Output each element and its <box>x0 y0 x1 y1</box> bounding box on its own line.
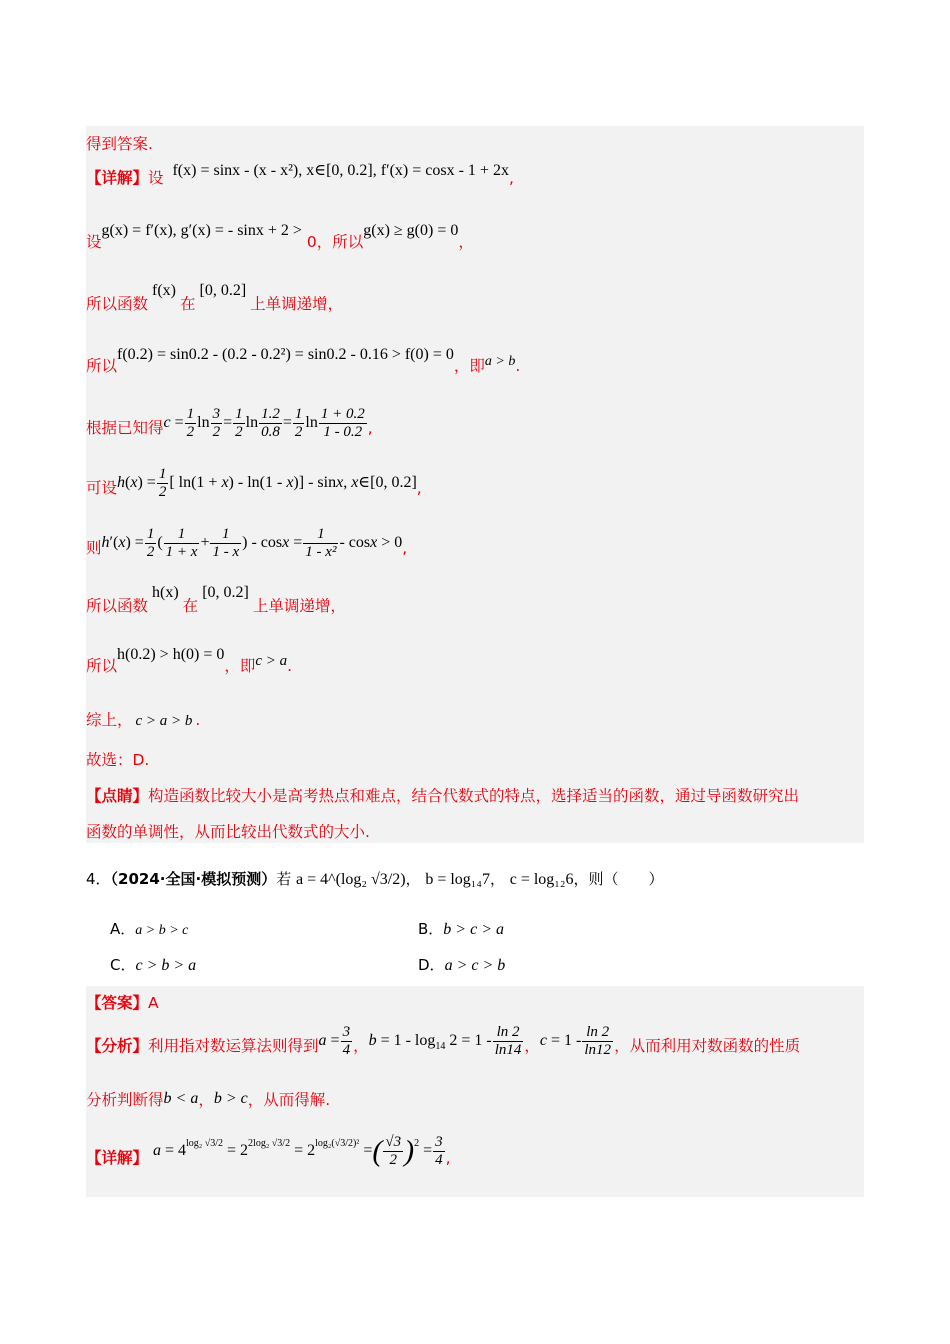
solution-line-3: 设g(x) = f′(x), g′(x) = - sinx + 2 > 0，所以g(x) ≥ g(0) = 0， <box>86 222 474 251</box>
analysis-c-value: c = 1 - $\frac{\ln 2}{\ln 12}$ <box>539 1024 612 1058</box>
analysis-tag: 【分析】 <box>86 1037 149 1056</box>
solution-line-2: 【详解】设 f(x) = sinx - (x - x²), x∈[0, 0.2], f′(x) = cosx - 1 + 2x, <box>86 162 514 187</box>
option-d[interactable]: D．a > c > b <box>418 956 506 974</box>
answer-line <box>86 991 159 1013</box>
solution-line-6: 根据已知得c = $\frac{1}{2}$ ln $\frac{3}{2}$ = $\frac{1}{2}$ ln $\frac{1.2}{0.8}$ = $\frac{1}{2}$ ln $\frac{1 + 0.2}{1 - 0.2}$ , <box>86 406 373 440</box>
option-b[interactable]: B．b > c > a <box>418 920 504 938</box>
answer-block <box>86 986 864 1197</box>
analysis-b-gt-c: b > c <box>213 1090 248 1107</box>
formula-fx: f(x) <box>152 282 176 299</box>
question-b-expr: b = log₁₄7 <box>425 871 490 888</box>
solution-line-4: 所以函数f(x)在[0, 0.2]上单调递增， <box>86 282 344 313</box>
answer-tag: 【答案】 <box>86 994 149 1012</box>
formula-hx: h(x) <box>152 584 179 601</box>
solution-line-1: 得到答案. <box>86 135 153 153</box>
solution-line-10: 所以h(0.2) > h(0) = 0，即c > a. <box>86 646 293 675</box>
formula-order: c > a > b <box>135 713 193 729</box>
solution-line-11: 综上， c > a > b . <box>86 711 201 729</box>
solution-line-5: 所以f(0.2) = sin0.2 - (0.2 - 0.2²) = sin0.2 - 0.16 > f(0) = 0，即a > b. <box>86 346 521 375</box>
formula-interval-2: [0, 0.2] <box>202 584 249 601</box>
analysis-b-lt-a: b < a <box>163 1090 199 1107</box>
solution-block <box>86 126 864 843</box>
detail-line: 【详解】 $a = 4^{log_2 √3/2} = 2^{2log_2 √3/2} = 2^{log_2(√3/2)^2}$ =( $\frac{√3}{2}$ )$^2$ = $\frac{3}{4}$ , <box>86 1134 451 1168</box>
solution-line-14: 函数的单调性，从而比较出代数式的大小. <box>86 823 370 841</box>
question-a-expr: a = 4^(log₂ √3/2) <box>296 871 406 888</box>
comment-tag: 【点睛】 <box>86 787 149 805</box>
question-c-expr: c = log₁₂6 <box>509 871 574 888</box>
formula-interval: [0, 0.2] <box>199 282 247 299</box>
formula-a-gt-b: a > b <box>484 354 516 369</box>
formula-h-definition: h(x) = $\frac{1}{2}$ [ ln(1 + x) - ln(1 - x)] - sinx, x∈[0, 0.2] <box>117 466 417 500</box>
detail-tag-2: 【详解】 <box>86 1149 149 1168</box>
solution-line-12: 故选：D. <box>86 751 150 769</box>
analysis-b-value: $b = 1 - \log_{14} 2 = 1$ - $\frac{\ln 2}{\ln 14}$ <box>368 1024 522 1058</box>
option-c[interactable]: C．c > b > a <box>110 956 197 974</box>
solution-line-8: 则h′(x) = $\frac{1}{2}$ ( $\frac{1}{1 + x}$ + $\frac{1}{1 - x}$ ) - cosx = $\frac{1}{\text{1 - x²}}$ - cosx > 0, <box>86 526 408 560</box>
formula-c-ln: c = $\frac{1}{2}$ ln $\frac{3}{2}$ = $\frac{1}{2}$ ln $\frac{1.2}{0.8}$ = $\frac{1}{2}$ ln $\frac{1 + 0.2}{1 - 0.2}$ <box>163 406 365 440</box>
answer-value: A <box>148 994 159 1012</box>
formula-g-definition: g(x) = f′(x), g′(x) = - sinx + 2 > <box>101 222 302 239</box>
formula-c-gt-a: c > a <box>255 653 288 669</box>
solution-line-13: 【点睛】构造函数比较大小是高考热点和难点，结合代数式的特点，选择适当的函数，通过导函数研究出 <box>86 787 800 805</box>
detail-formula: $a = 4^{log_2 √3/2} = 2^{2log_2 √3/2} = 2^{log_2(√3/2)^2}$ =( $\frac{√3}{2}$ )$^2$ = $\frac{3}{4}$ <box>152 1134 443 1168</box>
formula-h-value: h(0.2) > h(0) = 0 <box>117 646 225 663</box>
formula-f-value: f(0.2) = sin0.2 - (0.2 - 0.2²) = sin0.2 - 0.16 > f(0) = 0 <box>117 346 454 363</box>
question-4-stem: 4．（2024·全国·模拟预测）若 a = 4^(log₂ √3/2)， b = log₁₄7， c = log₁₂6，则（ ） <box>86 870 664 888</box>
solution-line-9: 所以函数h(x)在[0, 0.2]上单调递增， <box>86 584 346 615</box>
formula-f-definition: f(x) = sinx - (x - x²), x∈[0, 0.2], f′(x) = cosx - 1 + 2x <box>172 162 509 179</box>
option-a[interactable]: A．a > b > c <box>110 920 189 938</box>
detail-tag: 【详解】 <box>86 169 149 187</box>
analysis-line-1: 【分析】利用指对数运算法则得到a = $\frac{3}{4}$ ，$b = 1 - \log_{14} 2 = 1$ - $\frac{\ln 2}{\ln 14}$ ，c = 1 - $\frac{\ln 2}{\ln 12}$ ，从而利用对数函数的性质 <box>86 1024 801 1058</box>
analysis-a-value: a = $\frac{3}{4}$ <box>318 1024 351 1058</box>
analysis-line-2: 分析判断得b < a，b > c，从而得解. <box>86 1090 331 1109</box>
solution-line-7: 可设h(x) = $\frac{1}{2}$ [ ln(1 + x) - ln(1 - x)] - sinx, x∈[0, 0.2], <box>86 466 422 500</box>
formula-g-inequality: g(x) ≥ g(0) = 0 <box>363 222 459 239</box>
formula-h-derivative: h′(x) = $\frac{1}{2}$ ( $\frac{1}{1 + x}$ + $\frac{1}{1 - x}$ ) - cosx = $\frac{1}{\text{1 - x²}}$ - cosx > 0 <box>101 526 403 560</box>
